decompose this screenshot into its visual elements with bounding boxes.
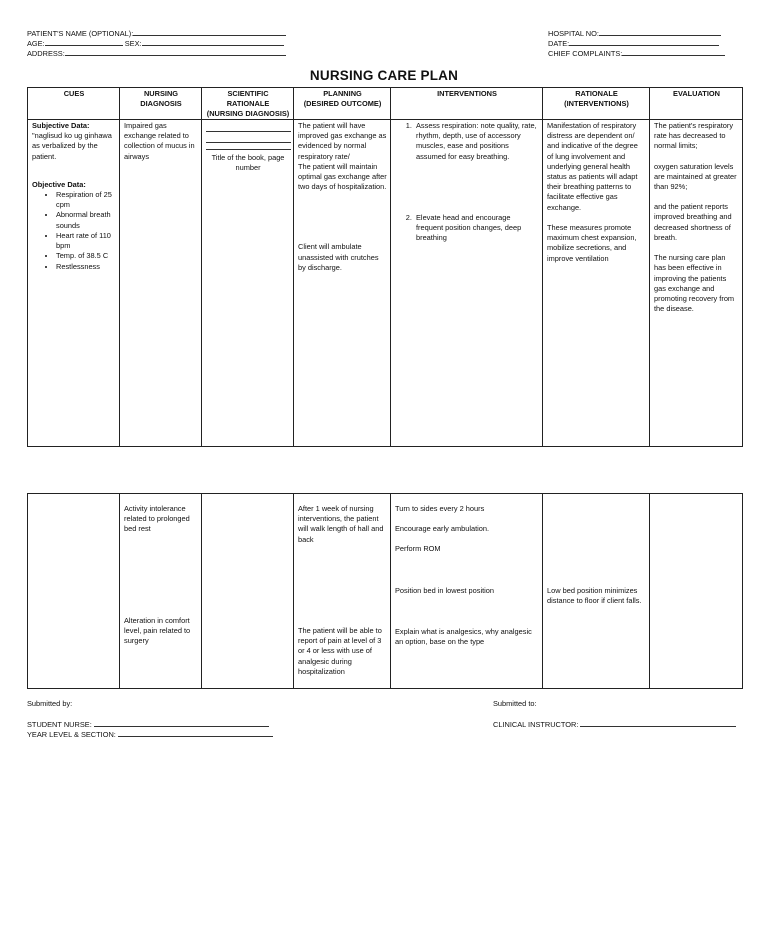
header-evaluation: EVALUATION: [650, 88, 743, 120]
student-nurse-field[interactable]: STUDENT NURSE:: [27, 719, 269, 730]
subjective-text: "naglisud ko ug ginhawa as verbalized by the patient.: [32, 131, 112, 161]
list-item: Turn to sides every 2 hours: [395, 504, 485, 513]
chief-complaints-field[interactable]: CHIEF COMPLAINTS:: [548, 48, 725, 59]
book-reference: Title of the book, page number: [211, 152, 285, 173]
list-item: Encourage early ambulation.: [395, 524, 490, 534]
diagnosis-cell: Impaired gas exchange related to collection of mucus in airways: [120, 119, 202, 446]
scientific-rationale-cell: [202, 119, 294, 446]
planning-cell: The patient will have improved gas exchange as evidenced by normal respiratory rate/ The patient will maintain optimal gas exchange after two days of hospitalization. Client will ambulate unassisted with crutches by discharge.: [294, 119, 391, 446]
list-item: • Temp. of 38.5 C: [56, 251, 116, 261]
address-field[interactable]: ADDRESS:: [27, 48, 286, 59]
header-cues: CUES: [28, 88, 120, 120]
rationale-cell: Manifestation of respiratory distress are dependent on/ and indicative of the degree of lung involvement and underlying general health status as patients will adapt their breathing patterns to facilitate effective gas exchange. These measures promote maximum chest expansion, mobilize secretions, and improve ventilation: [543, 119, 650, 446]
list-item: 2. Elevate head and encourage frequent position changes, deep breathing: [414, 213, 539, 244]
care-plan-table: [27, 87, 743, 447]
interventions-cell: [391, 494, 543, 689]
list-item: Position bed in lowest position: [395, 585, 495, 595]
care-plan-table-continued: [27, 493, 743, 689]
header-planning: PLANNING (DESIRED OUTCOME): [294, 88, 391, 120]
planning-cell: After 1 week of nursing interventions, the patient will walk length of hall and back The patient will be able to report of pain at level of 3 or 4 or less with use of analgesic during hospitalization: [294, 494, 391, 689]
year-level-field[interactable]: YEAR LEVEL & SECTION:: [27, 729, 273, 740]
header-row: [28, 88, 743, 120]
hospital-no-field[interactable]: HOSPITAL NO:: [548, 28, 721, 39]
document-title: NURSING CARE PLAN: [309, 68, 459, 83]
header-nursing-diagnosis: NURSING DIAGNOSIS: [120, 88, 202, 120]
table-row: [28, 119, 743, 446]
header-interventions: INTERVENTIONS: [391, 88, 543, 120]
age-sex-field[interactable]: AGE: SEX:: [27, 38, 284, 49]
submitted-to-label: Submitted to:: [493, 699, 537, 708]
rationale-cell: Low bed position minimizes distance to floor if client falls.: [543, 494, 650, 689]
interventions-cell: [391, 119, 543, 446]
table-row: [28, 494, 743, 689]
list-item: • Heart rate of 110 bpm: [56, 231, 116, 251]
header-scientific-rationale: SCIENTIFIC RATIONALE (NURSING DIAGNOSIS): [202, 88, 294, 120]
cues-cell: [28, 119, 120, 446]
patient-name-field[interactable]: PATIENT'S NAME (OPTIONAL):: [27, 28, 286, 39]
cues-cell: [28, 494, 120, 689]
list-item: • Abnormal breath sounds: [56, 210, 116, 230]
objective-label: Objective Data:: [32, 179, 86, 189]
submitted-by-label: Submitted by:: [27, 699, 73, 708]
evaluation-cell: The patient's respiratory rate has decreased to normal limits; oxygen saturation levels are maintained at greater than 92%; and the patient reports improved breathing and decreased shortness of breath. The nursing care plan has been effective in improving the patients gas exchange and promoting recovery from the disease.: [650, 119, 743, 446]
interventions-list: [395, 121, 539, 244]
objective-list: [32, 190, 116, 272]
evaluation-cell: [650, 494, 743, 689]
list-item: Explain what is analgesics, why analgesic an option, base on the type: [395, 626, 532, 647]
header-rationale: RATIONALE (INTERVENTIONS): [543, 88, 650, 120]
list-item: 1. Assess respiration: note quality, rate, rhythm, depth, use of accessory muscles, ease and positions assumed for easy breathing.: [414, 121, 539, 162]
diagnosis-cell: Activity intolerance related to prolonged bed rest Alteration in comfort level, pain related to surgery: [120, 494, 202, 689]
subjective-label: Subjective Data:: [32, 120, 90, 130]
list-item: • Restlessness: [56, 262, 116, 272]
date-field[interactable]: DATE:: [548, 38, 719, 49]
scientific-rationale-cell: [202, 494, 294, 689]
list-item: Perform ROM: [395, 544, 441, 554]
list-item: • Respiration of 25 cpm: [56, 190, 116, 210]
clinical-instructor-field[interactable]: CLINICAL INSTRUCTOR:: [493, 719, 736, 730]
